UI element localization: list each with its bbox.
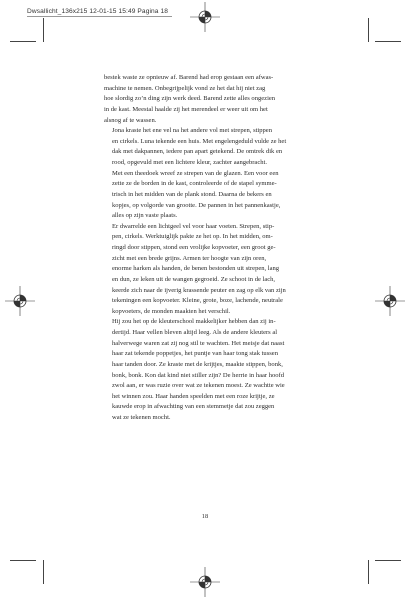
text-line: wat ze tekenen mocht. [112, 414, 171, 421]
crop-mark [43, 560, 44, 584]
text-line: haar zat tekende poppetjes, het puntje van haar tong stak tussen [112, 350, 278, 358]
text-line: dertijd. Haar vellen bleven altijd leeg. Als de andere kleuters al [112, 329, 278, 336]
print-slug: Dwsallicht_136x215 12-01-15 15:49 Pagina 18 [27, 8, 172, 17]
text-line: zicht met een brede grijns. Armen ter hoogte van zijn oren, [112, 254, 267, 262]
registration-mark-left-icon [5, 286, 35, 316]
page-number: 18 [201, 513, 209, 520]
text-line: haar tanden door. Ze kraste met de krijtjes, maakte stippen, bonk, [112, 360, 283, 368]
crop-mark [43, 18, 44, 42]
text-line: zwol aan, er was ruzie over wat ze tekenen moest. Ze wachtte wie [112, 382, 285, 390]
crop-mark [375, 560, 401, 561]
registration-mark-right-icon [375, 286, 405, 316]
text-line: keerde zich naar de ijverig krassende peuter en zag op elk van zijn [112, 286, 286, 294]
paragraph [104, 222, 311, 318]
text-line: halverwege waren zat zij nog stil te wachten. Het meisje dat naast [112, 339, 285, 347]
text-line: Met een theedoek wreef ze strepen van de glazen. Een voor een [112, 169, 279, 177]
text-line: in de kast. Meestal haalde zij het merendeel er weer uit om het [104, 105, 268, 113]
crop-mark [10, 560, 36, 561]
text-line: alsnog af te wassen. [104, 116, 157, 124]
text-line: dak met dakpannen, iedere pan apart getekend. De omtrek dik en [112, 148, 283, 156]
text-line: zette ze de borden in de kast, controleerde of de stapel symme- [112, 180, 277, 188]
crop-mark [10, 41, 36, 42]
crop-mark [368, 18, 369, 42]
text-line: hoe slordig zo’n ding zijn werk deed. Barend zette alles ongezien [104, 95, 276, 103]
paragraph [104, 126, 311, 169]
paragraph [104, 73, 311, 126]
text-line: bonk, bonk. Kon dat kind niet stiller zijn? De herrie in haar hoofd [112, 371, 284, 379]
paragraph [104, 317, 311, 423]
text-line: en dun, ze leken uit de wangen gegroeid. Ze schoot in de lach, [112, 275, 276, 283]
text-line: pen, cirkels. Werktuiglijk pakte ze het op. In het midden, om- [112, 233, 273, 241]
paragraph [104, 169, 311, 222]
text-line: rood, opgevuld met een lichtere kleur, zachter aangebracht. [112, 159, 267, 166]
text-line: enorme harken als handen, de benen bestonden uit strepen, lang [112, 265, 280, 273]
crop-mark [368, 560, 369, 584]
text-line: ringd door stippen, stond een vrolijke kopvoeter, een groot ge- [112, 244, 276, 251]
text-line: kopjes, op volgorde van grootte. De pannen in het pannenkastje, [112, 201, 281, 209]
text-line: bestek waste ze opnieuw af. Barend had erop gestaan een afwas- [104, 74, 274, 81]
text-line: kopvoeters, de monden maakten het verschil. [112, 307, 231, 315]
registration-mark-bottom-icon [190, 567, 220, 597]
crop-mark [375, 41, 401, 42]
text-line: machine te nemen. Onbegrijpelijk vond ze het dat hij niet zag [104, 84, 266, 92]
text-line: Hij zou het op de kleuterschool makkelijker hebben dan zij in- [112, 318, 276, 326]
text-line: Jona kraste het ene vel na het andere vol met strepen, stippen [112, 127, 272, 135]
body-text [104, 73, 311, 424]
text-line: alles op zijn vaste plaats. [112, 212, 178, 220]
text-line: Er dwarrelde een lichtgeel vel voor haar voeten. Strepen, stip- [112, 222, 275, 230]
text-line: tekeningen een kopvoeter. Kleine, grote, boze, lachende, neutrale [112, 297, 283, 305]
text-line: het winnen zou. Haar handen speelden met een roze krijtje, ze [112, 392, 275, 400]
text-line: trisch in het midden van de plank stond. Daarna de bekers en [112, 190, 272, 198]
text-line: en cirkels. Luna tekende een huis. Met engelengeduld vulde ze het [112, 137, 287, 145]
registration-mark-top-icon [190, 2, 220, 32]
text-line: kauwde erop in afwachting van een stemmetje dat zou zeggen [112, 403, 275, 411]
